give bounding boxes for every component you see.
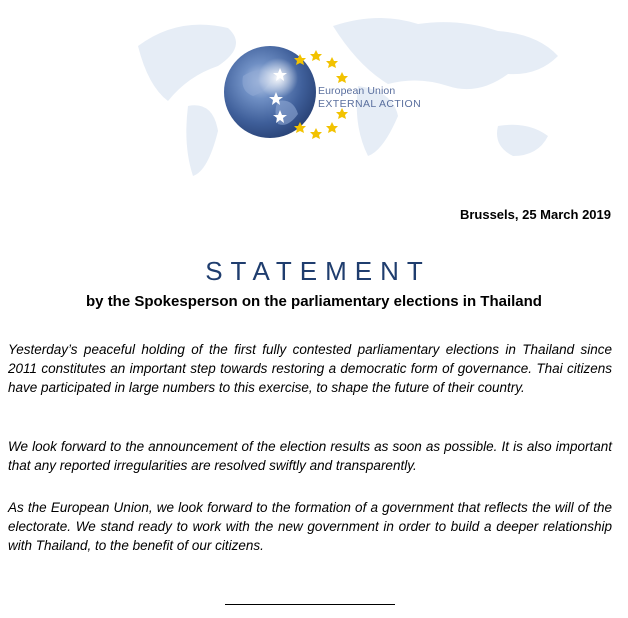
paragraph-3: As the European Union, we look forward to the formation of a government that reflects the will of the electorate. We stand ready to work with the new government in order to build a deeper relationship with Thailand, to the benefit of our citizens. — [8, 500, 612, 553]
org-name-line2: EXTERNAL ACTION — [318, 98, 422, 110]
paragraph-2: We look forward to the announcement of the election results as soon as possible. It is also important that any reported irregularities are resolved swiftly and transparently. — [8, 439, 612, 473]
page-subtitle: by the Spokesperson on the parliamentary elections in Thailand — [86, 293, 542, 310]
dateline: Brussels, 25 March 2019 — [459, 207, 611, 222]
org-name-line1: European Union — [318, 85, 396, 97]
paragraph-1: Yesterday’s peaceful holding of the first fully contested parliamentary elections in Thailand since 2011 constitutes an important step towards restoring a democratic form of governance. Thai citizens have participated in large numbers to this exercise, to shape the future of their country. — [8, 342, 612, 395]
page-title: STATEMENT — [205, 256, 431, 286]
closing-divider — [225, 604, 395, 605]
letterhead — [0, 0, 628, 195]
